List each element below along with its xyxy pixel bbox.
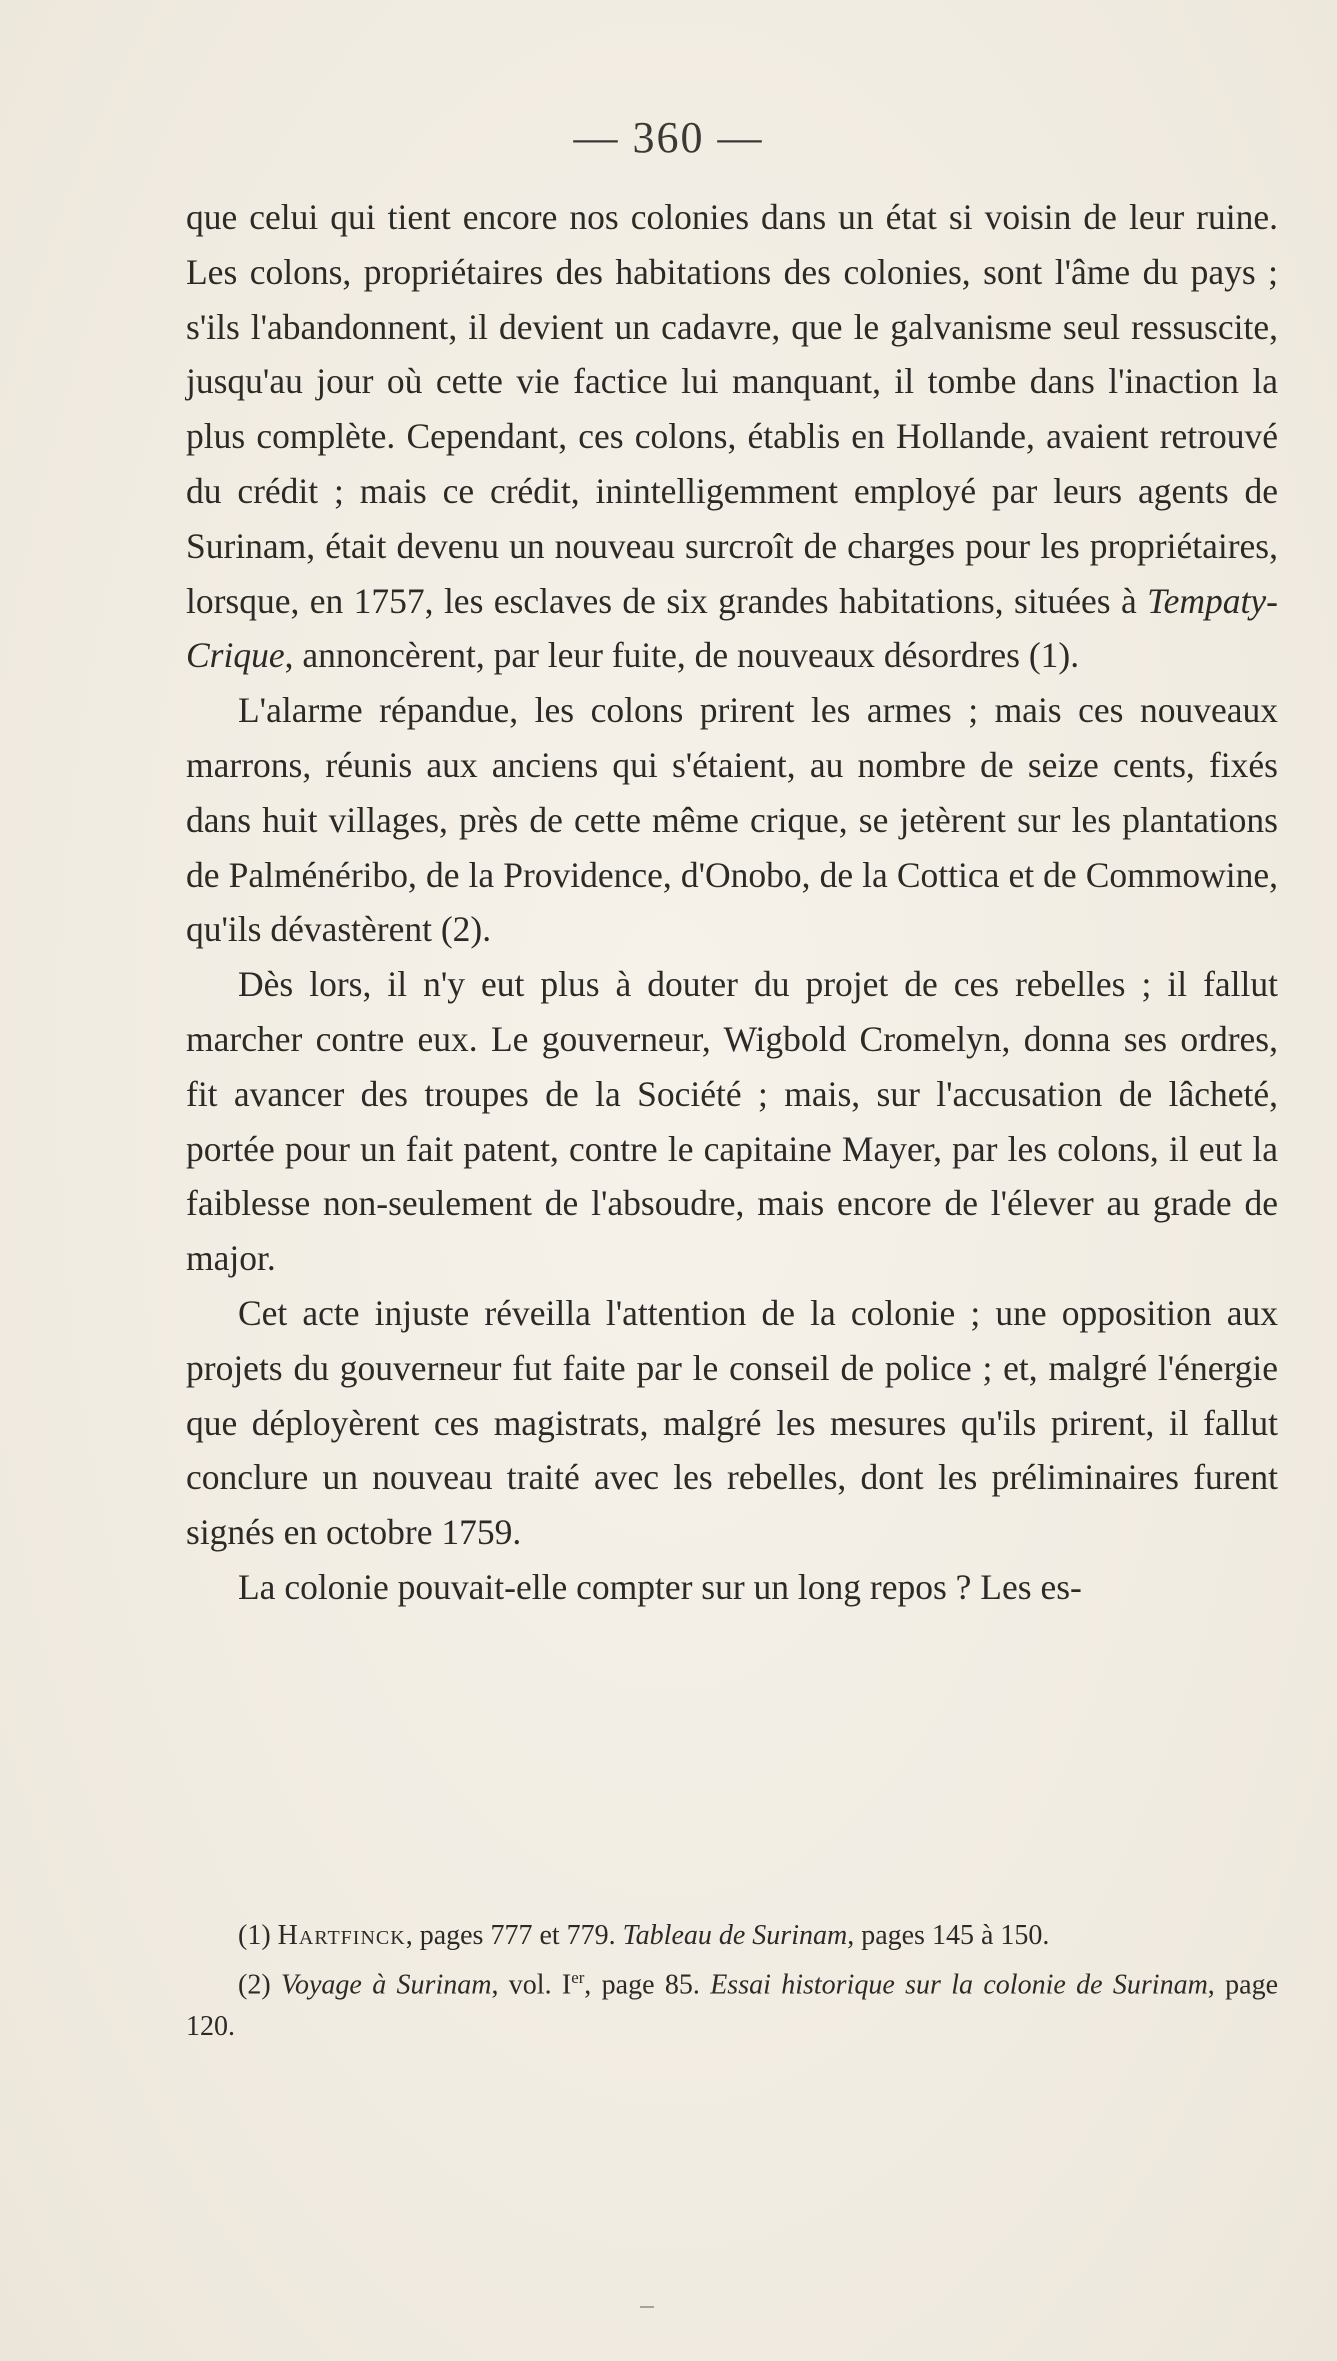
footnote-2-text-a: , vol. I	[491, 1969, 572, 2001]
footnote-2-title-a: Voyage à Surinam	[281, 1969, 492, 2001]
paragraph-5: La colonie pouvait-elle compter sur un long repos ? Les es-	[238, 1566, 1082, 1607]
footnote-2-sup: er	[571, 1968, 585, 1987]
paragraph-3: Dès lors, il n'y eut plus à douter du projet de ces rebelles ; il fallut marcher contre eux. Le gouverneur, Wigbold Cromelyn, donna ses ordres, fit avancer des troupes de la Société ; mais, sur l'accusation de lâcheté, portée pour un fait patent, contre le capitaine Mayer, par les colons, il eut la faiblesse non-seulement de l'absoudre, mais encore de l'élever au grade de major.	[186, 964, 1278, 1279]
page-number: — 360 —	[573, 113, 764, 162]
footnote-2-text-b: , page 85.	[584, 1969, 711, 2001]
paragraph-1-place-name: Tempaty-Crique	[186, 580, 1278, 676]
footnote-2-title-b: Essai historique sur la colonie de Surinam	[710, 1969, 1208, 2001]
footnote-1-text-a: , pages 777 et 779.	[405, 1920, 623, 1951]
bottom-mark	[640, 2306, 654, 2308]
footnote-2-marker: (2)	[238, 1969, 271, 2001]
paragraph-4: Cet acte injuste réveilla l'attention de la colonie ; une opposition aux projets du gouverneur fut faite par le conseil de police ; et, malgré l'énergie que déployèrent ces magistrats, malgré les mesures qu'ils prirent, il fallut conclure un nouveau traité avec les rebelles, dont les préliminaires furent signés en octobre 1759.	[186, 1292, 1278, 1553]
footnote-1-title: Tableau de Surinam	[622, 1920, 848, 1951]
footnote-1-author: Hartfinck	[277, 1920, 406, 1951]
paragraph-1-tail: , annoncèrent, par leur fuite, de nouveaux désordres (1).	[284, 635, 1080, 676]
paragraph-2: L'alarme répandue, les colons prirent les armes ; mais ces nouveaux marrons, réunis aux anciens qui s'étaient, au nombre de seize cents, fixés dans huit villages, près de cette même crique, se jetèrent sur les plantations de Palménéribo, de la Providence, d'Onobo, de la Cottica et de Commowine, qu'ils dévastèrent (2).	[186, 690, 1278, 950]
footnotes	[186, 1915, 1278, 2048]
footnote-1	[186, 1915, 1278, 1957]
body-text	[186, 190, 1278, 1615]
paragraph-1-text: que celui qui tient encore nos colonies dans un état si voisin de leur ruine. Les colons, propriétaires des habitations des colonies, sont l'âme du pays ; s'ils l'abandonnent, il devient un cadavre, que le galvanisme seul ressuscite, jusqu'au jour où cette vie factice lui manquant, il tombe dans l'inaction la plus complète. Cependant, ces colons, établis en Hollande, avaient retrouvé du crédit ; mais ce crédit, inintelligemment employé par leurs agents de Surinam, était devenu un nouveau surcroît de charges pour les propriétaires, lorsque, en 1757, les esclaves de six grandes habitations, situées à	[186, 197, 1278, 621]
footnote-1-text-b: , pages 145 à 150.	[847, 1920, 1050, 1951]
footnote-2-text-c: , page 120.	[186, 1969, 1278, 2043]
paragraph-1	[186, 190, 1278, 683]
footnote-2	[186, 1957, 1278, 2048]
footnote-1-marker: (1)	[238, 1920, 271, 1951]
